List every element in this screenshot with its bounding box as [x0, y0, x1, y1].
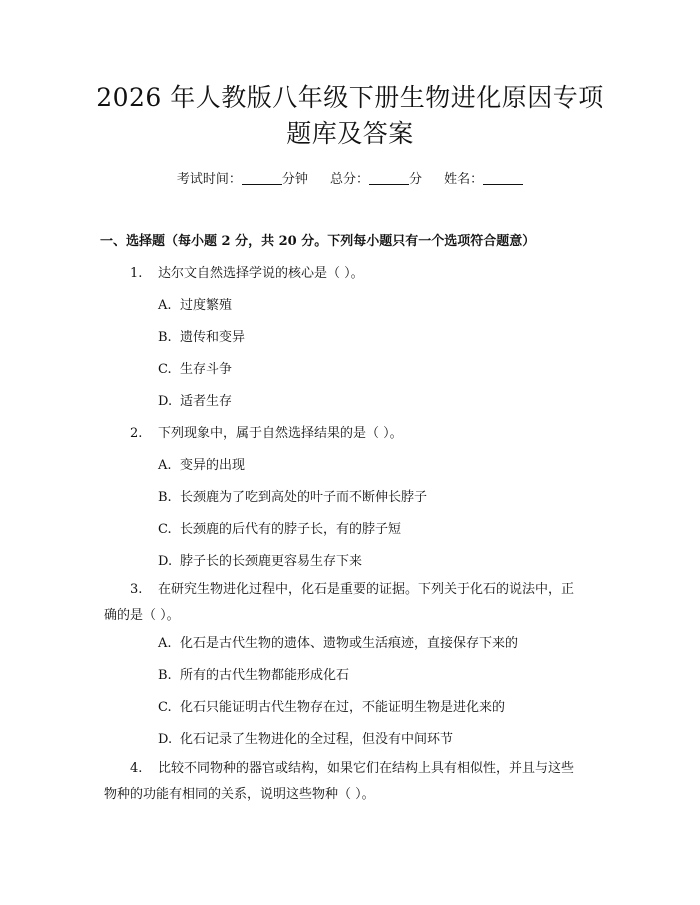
name-blank[interactable] — [483, 172, 523, 185]
option-text: 脖子长的长颈鹿更容易生存下来 — [180, 554, 363, 569]
option-text: 遗传和变异 — [180, 330, 246, 345]
option-text: 适者生存 — [180, 394, 233, 409]
option-text: 生存斗争 — [180, 362, 233, 377]
option-3c[interactable] — [158, 696, 505, 715]
section-heading: 一、选择题（每小题 2 分，共 20 分。下列每小题只有一个选项符合题意） — [100, 234, 536, 249]
score-field — [330, 168, 422, 187]
option-text: 长颈鹿为了吃到高处的叶子而不断伸长脖子 — [180, 490, 428, 505]
time-field — [177, 168, 308, 187]
question-2 — [130, 422, 403, 441]
page-title — [60, 80, 640, 152]
title-line-2: 题库及答案 — [286, 119, 414, 148]
question-number: 4. — [130, 761, 143, 776]
option-letter: D. — [158, 394, 173, 409]
question-text: 下列现象中，属于自然选择结果的是（ ）。 — [158, 426, 403, 441]
name-label: 姓名： — [444, 172, 484, 187]
option-letter: B. — [158, 490, 172, 505]
option-text: 化石是古代生物的遗体、遗物或生活痕迹，直接保存下来的 — [180, 636, 519, 651]
option-letter: A. — [158, 458, 172, 473]
option-letter: D. — [158, 732, 173, 747]
question-number: 2. — [130, 426, 143, 441]
title-line-1: 2026 年人教版八年级下册生物进化原因专项 — [96, 83, 604, 112]
question-number: 3. — [130, 582, 143, 597]
option-letter: C. — [158, 700, 172, 715]
question-1 — [130, 262, 364, 281]
option-2a[interactable] — [158, 454, 245, 473]
option-letter: A. — [158, 636, 172, 651]
question-text: 比较不同物种的器官或结构，如果它们在结构上具有相似性，并且与这些 — [158, 761, 575, 776]
question-text-line-2: 确的是（ ）。 — [104, 608, 180, 623]
time-label: 考试时间： — [176, 172, 242, 187]
option-text: 化石记录了生物进化的全过程，但没有中间环节 — [180, 732, 454, 747]
option-letter: C. — [158, 522, 172, 537]
option-2b[interactable] — [158, 486, 427, 505]
question-4 — [104, 756, 600, 808]
option-letter: B. — [158, 330, 172, 345]
question-number: 1. — [130, 266, 143, 281]
exam-meta — [0, 168, 700, 187]
option-3d[interactable] — [158, 728, 453, 747]
option-3a[interactable] — [158, 632, 518, 651]
option-text: 化石只能证明古代生物存在过，不能证明生物是进化来的 — [180, 700, 506, 715]
time-blank[interactable] — [242, 172, 282, 185]
score-label: 总分： — [329, 172, 369, 187]
name-field — [444, 168, 523, 187]
question-3 — [104, 577, 600, 629]
option-letter: D. — [158, 554, 173, 569]
option-2d[interactable] — [158, 550, 362, 569]
option-text: 长颈鹿的后代有的脖子长，有的脖子短 — [180, 522, 402, 537]
option-1c[interactable] — [158, 358, 232, 377]
option-letter: B. — [158, 668, 172, 683]
option-text: 过度繁殖 — [180, 298, 233, 313]
score-blank[interactable] — [369, 172, 409, 185]
question-text-line-2: 物种的功能有相同的关系，说明这些物种（ ）。 — [104, 787, 375, 802]
option-2c[interactable] — [158, 518, 401, 537]
option-text: 所有的古代生物都能形成化石 — [180, 668, 350, 683]
option-1a[interactable] — [158, 294, 232, 313]
question-text-line-1 — [104, 756, 600, 782]
time-unit: 分钟 — [281, 172, 308, 187]
question-text: 在研究生物进化过程中，化石是重要的证据。下列关于化石的说法中，正 — [158, 582, 575, 597]
question-text-line-1 — [104, 577, 600, 603]
question-text: 达尔文自然选择学说的核心是（ ）。 — [158, 266, 364, 281]
option-1d[interactable] — [158, 390, 232, 409]
option-text: 变异的出现 — [180, 458, 246, 473]
option-3b[interactable] — [158, 664, 349, 683]
option-letter: A. — [158, 298, 172, 313]
option-letter: C. — [158, 362, 172, 377]
score-unit: 分 — [409, 172, 423, 187]
option-1b[interactable] — [158, 326, 245, 345]
